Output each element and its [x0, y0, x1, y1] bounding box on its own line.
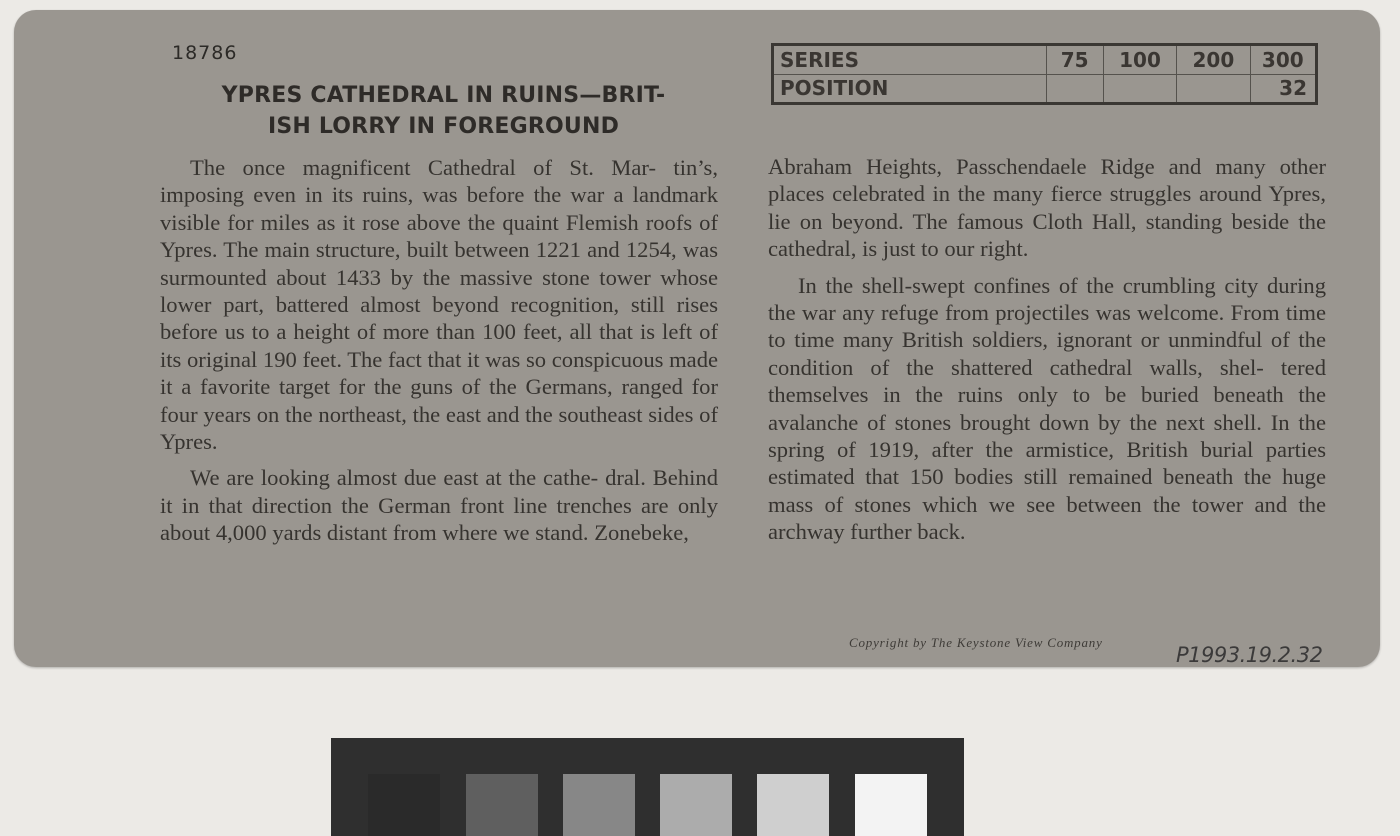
gray-swatch [466, 774, 538, 836]
series-position-table [771, 43, 1318, 105]
copyright-notice: Copyright by The Keystone View Company [849, 635, 1103, 650]
series-row [773, 45, 1317, 75]
stereograph-card-back [14, 10, 1380, 667]
series-label: SERIES [773, 45, 1047, 75]
grayscale-calibration-strip [331, 738, 964, 836]
series-value: 75 [1046, 45, 1103, 75]
title-line-1: YPRES CATHEDRAL IN RUINS—BRIT- [221, 83, 666, 108]
handwritten-accession-number: P1993.19.2.32 [1176, 643, 1323, 667]
gray-swatch [368, 774, 440, 836]
series-value: 100 [1103, 45, 1176, 75]
gray-swatch [563, 774, 635, 836]
gray-swatch [757, 774, 829, 836]
paragraph: In the shell-swept confines of the crumbling city during the war any refuge from projectiles was welcome. From time to time many British soldiers, ignorant or unmindful of the condition of the shattered cathedral walls, shel- tered themselves in the ruins only to be buried beneath the avalanche of stones brought down by the next shell. In the spring of 1919, after the armistice, British burial parties estimated that 150 bodies still remained beneath the huge mass of stones which we see between the tower and the archway further back. [768, 272, 1326, 545]
gray-swatch [855, 774, 927, 836]
series-value: 200 [1177, 45, 1250, 75]
position-value [1046, 74, 1103, 104]
position-row [773, 74, 1317, 104]
right-text-column [768, 153, 1326, 546]
catalog-number: 18786 [172, 42, 238, 64]
position-value: 32 [1250, 74, 1316, 104]
title-line-2: ISH LORRY IN FOREGROUND [267, 114, 620, 139]
paragraph: The once magnificent Cathedral of St. Mar- tin’s, imposing even in its ruins, was before the war a landmark visible for miles as it rose above the quaint Flemish roofs of Ypres. The main structure, built between 1221 and 1254, was surmounted about 1433 by the massive stone tower whose lower part, battered almost beyond recognition, still rises before us to a height of more than 100 feet, all that is left of its original 190 feet. The fact that it was so conspicuous made it a favorite target for the guns of the Germans, ranged for four years on the northeast, the east and the southeast sides of Ypres. [160, 155, 719, 455]
position-label: POSITION [773, 74, 1047, 104]
series-value: 300 [1250, 45, 1316, 75]
position-value [1103, 74, 1176, 104]
paragraph: We are looking almost due east at the cathe- dral. Behind it in that direction the German front line trenches are only about 4,000 yards distant from where we stand. Zonebeke, [160, 465, 718, 546]
gray-swatch [660, 774, 732, 836]
card-title [156, 80, 731, 142]
position-value [1177, 74, 1250, 104]
paragraph: Abraham Heights, Passchendaele Ridge and many other places celebrated in the many fierce struggles around Ypres, lie on beyond. The famous Cloth Hall, standing beside the cathedral, is just to our right. [768, 154, 1326, 262]
left-text-column [160, 154, 718, 547]
